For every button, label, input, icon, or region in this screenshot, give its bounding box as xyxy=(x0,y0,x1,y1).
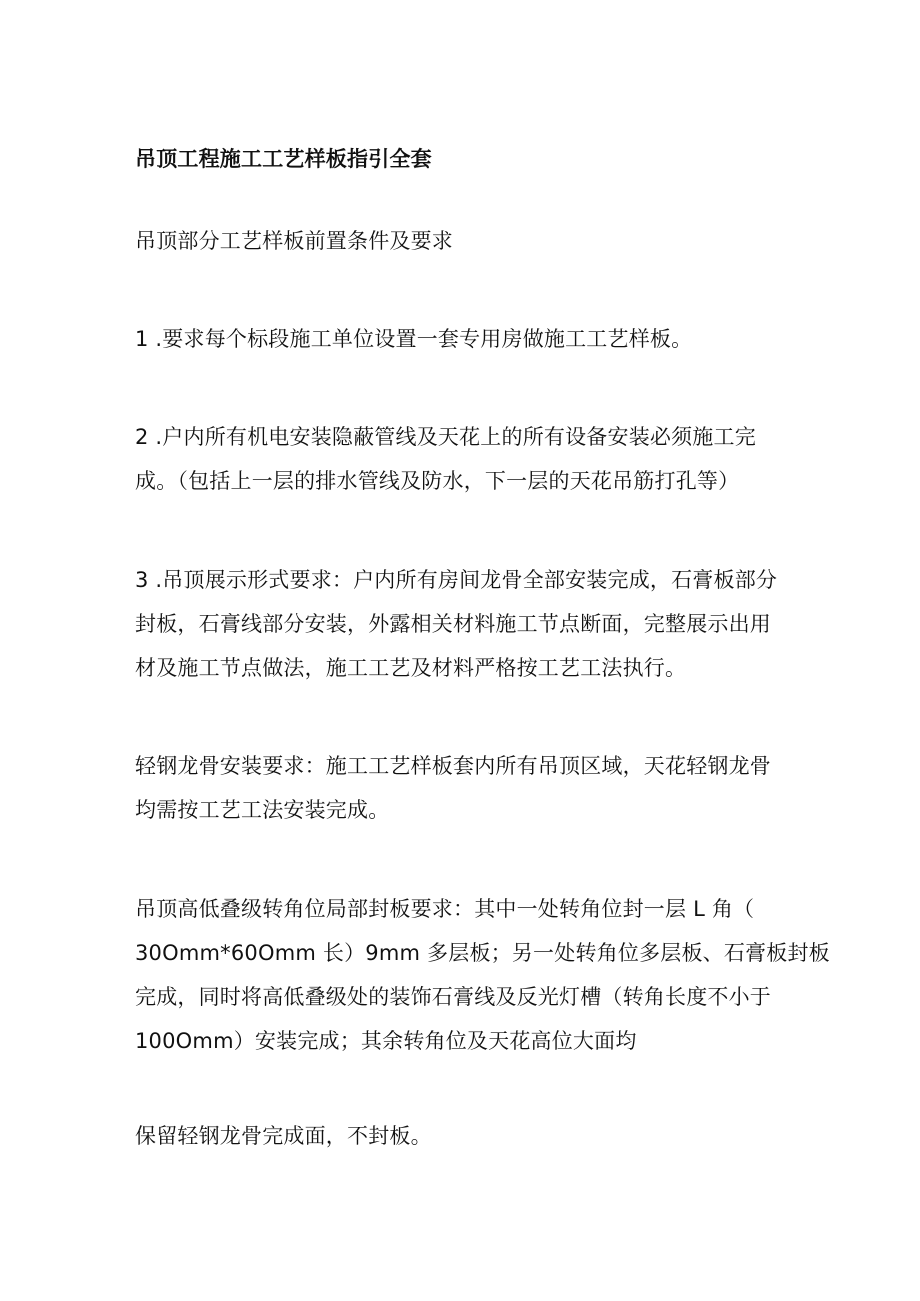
corner-sealing-paragraph xyxy=(135,887,830,1063)
item-3-line-1: 3 .吊顶展示形式要求：户内所有房间龙骨全部安装完成，石膏板部分 xyxy=(135,568,778,592)
corner-line-4: 100Omm）安装完成；其余转角位及天花高位大面均 xyxy=(135,1029,637,1053)
item-2-line-2: 成。（包括上一层的排水管线及防水，下一层的天花吊筋打孔等） xyxy=(135,469,740,493)
subtitle-line: 吊顶部分工艺样板前置条件及要求 xyxy=(135,229,453,253)
section-heading xyxy=(135,219,795,263)
document-title xyxy=(135,137,795,181)
corner-line-2: 30Omm*60Omm 长）9mm 多层板；另一处转角位多层板、石膏板封板 xyxy=(135,941,830,965)
keel-line-1: 轻钢龙骨安装要求：施工工艺样板套内所有吊顶区域，天花轻钢龙骨 xyxy=(135,754,771,778)
item-3-line-2: 封板，石膏线部分安装，外露相关材料施工节点断面，完整展示出用 xyxy=(135,612,771,636)
corner-line-3: 完成，同时将高低叠级处的装饰石膏线及反光灯槽（转角长度不小于 xyxy=(135,985,771,1009)
keep-line-1: 保留轻钢龙骨完成面，不封板。 xyxy=(135,1124,432,1148)
keep-keel-paragraph xyxy=(135,1114,795,1158)
item-1-line-1: 1 .要求每个标段施工单位设置一套专用房做施工工艺样板。 xyxy=(135,327,693,351)
requirement-item-1 xyxy=(135,317,795,361)
keel-install-paragraph xyxy=(135,744,795,832)
requirement-item-3 xyxy=(135,558,795,690)
title-line: 吊顶工程施工工艺样板指引全套 xyxy=(135,147,432,171)
corner-line-1: 吊顶高低叠级转角位局部封板要求：其中一处转角位封一层 L 角（ xyxy=(135,897,755,921)
requirement-item-2 xyxy=(135,415,795,503)
keel-line-2: 均需按工艺工法安装完成。 xyxy=(135,798,390,822)
item-3-line-3: 材及施工节点做法，施工工艺及材料严格按工艺工法执行。 xyxy=(135,656,687,680)
item-2-line-1: 2 .户内所有机电安装隐蔽管线及天花上的所有设备安装必须施工完 xyxy=(135,425,756,449)
